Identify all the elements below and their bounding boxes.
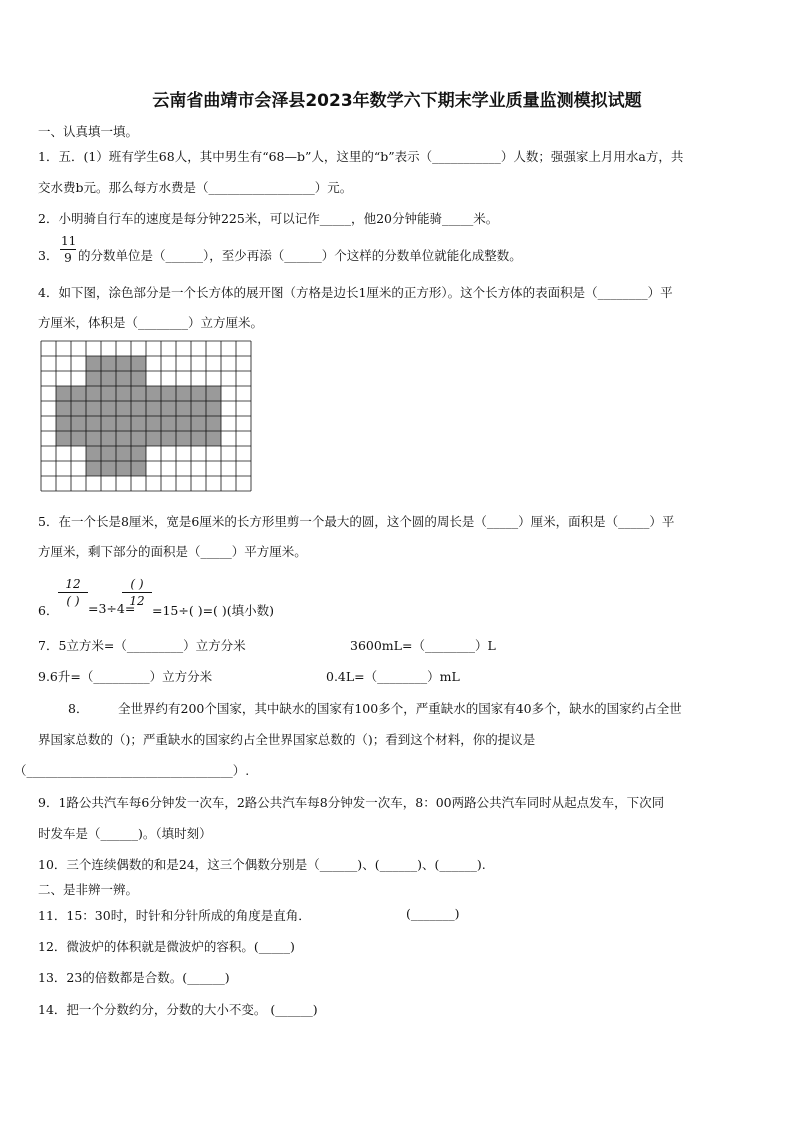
question-3-fraction: [60, 234, 76, 265]
question-5-line-1: 5．在一个长是8厘米，宽是6厘米的长方形里剪一个最大的圆，这个圆的周长是（_____）厘米，面积是（_____）平: [38, 514, 675, 529]
question-2: 2．小明骑自行车的速度是每分钟225米，可以记作_____，他20分钟能骑_____米。: [38, 211, 499, 226]
question-7-item-1: 7．5立方米=（_________）立方分米: [38, 638, 246, 653]
question-14: 14．把一个分数约分，分数的大小不变。 (______): [38, 1002, 318, 1017]
question-3-label: 3．: [38, 248, 59, 263]
question-11: 11．15：30时，时针和分针所成的角度是直角．: [38, 908, 311, 923]
question-6-label: 6．: [38, 603, 59, 618]
fraction-denominator: ( ): [66, 594, 80, 608]
question-10: 10．三个连续偶数的和是24，这三个偶数分别是（______)、(______)、(______).: [38, 857, 486, 872]
question-3-text: 的分数单位是（______），至少再添（______）个这样的分数单位就能化成整数。: [78, 248, 522, 263]
question-4-line-2: 方厘米，体积是（________）立方厘米。: [38, 315, 264, 330]
question-9-line-1: 9．1路公共汽车每6分钟发一次车，2路公共汽车每8分钟发一次车，8：00两路公共汽车同时从起点发车，下次同: [38, 795, 665, 810]
fraction-numerator: 11: [61, 234, 77, 248]
section-heading-1: 一、认真填一填。: [38, 124, 139, 139]
question-8-line-3: （_________________________________）.: [14, 763, 250, 778]
shaded-region: [56, 401, 221, 416]
fraction-numerator: ( ): [130, 577, 144, 591]
fraction-numerator: 12: [65, 577, 81, 591]
shaded-region: [56, 431, 221, 446]
question-4-line-1: 4．如下图，涂色部分是一个长方体的展开图（方格是边长1厘米的正方形）。这个长方体的表面积是（________）平: [38, 285, 673, 300]
question-6-fraction-1: [58, 577, 88, 608]
question-7-item-4: 0.4L=（________）mL: [326, 669, 460, 684]
question-7-item-2: 3600mL=（________）L: [350, 638, 496, 653]
fraction-bar: [122, 592, 152, 593]
question-1-line-1: 1．五．(1）班有学生68人，其中男生有“68—b”人，这里的“b”表示（___________）人数；强强家上月用水a方，共: [38, 149, 684, 164]
question-11-blank: (_______): [406, 906, 460, 921]
question-7-item-3: 9.6升=（_________）立方分米: [38, 669, 213, 684]
page-title: 云南省曲靖市会泽县2023年数学六下期末学业质量监测模拟试题: [152, 91, 642, 111]
question-8-label: 8．: [68, 701, 89, 716]
fraction-bar: [60, 249, 76, 250]
shaded-region: [56, 416, 221, 431]
fraction-bar: [58, 592, 88, 593]
question-6-text: =15÷( )=( )(填小数): [152, 603, 275, 618]
fraction-denominator: 9: [64, 251, 72, 265]
question-8-line-2: 界国家总数的（)；严重缺水的国家约占全世界国家总数的（)；看到这个材料，你的提议是: [38, 732, 536, 747]
question-6-middle: =3÷4=: [88, 601, 136, 616]
question-6-fraction-2: [122, 577, 152, 608]
question-12: 12．微波炉的体积就是微波炉的容积。(_____): [38, 939, 295, 954]
question-9-line-2: 时发车是（______)。（填时刻）: [38, 826, 212, 841]
question-1-line-2: 交水费b元。那么每方水费是（_________________）元。: [38, 180, 353, 195]
question-5-line-2: 方厘米，剩下部分的面积是（_____）平方厘米。: [38, 544, 307, 559]
section-heading-2: 二、是非辨一辨。: [38, 882, 139, 897]
fraction-denominator: 12: [129, 594, 145, 608]
shaded-region: [56, 386, 221, 401]
question-13: 13．23的倍数都是合数。(______): [38, 970, 230, 985]
question-8-line-1: 全世界约有200个国家，其中缺水的国家有100多个，严重缺水的国家有40多个，缺水的国家约占全世: [118, 701, 682, 716]
net-grid-figure: [40, 340, 254, 494]
